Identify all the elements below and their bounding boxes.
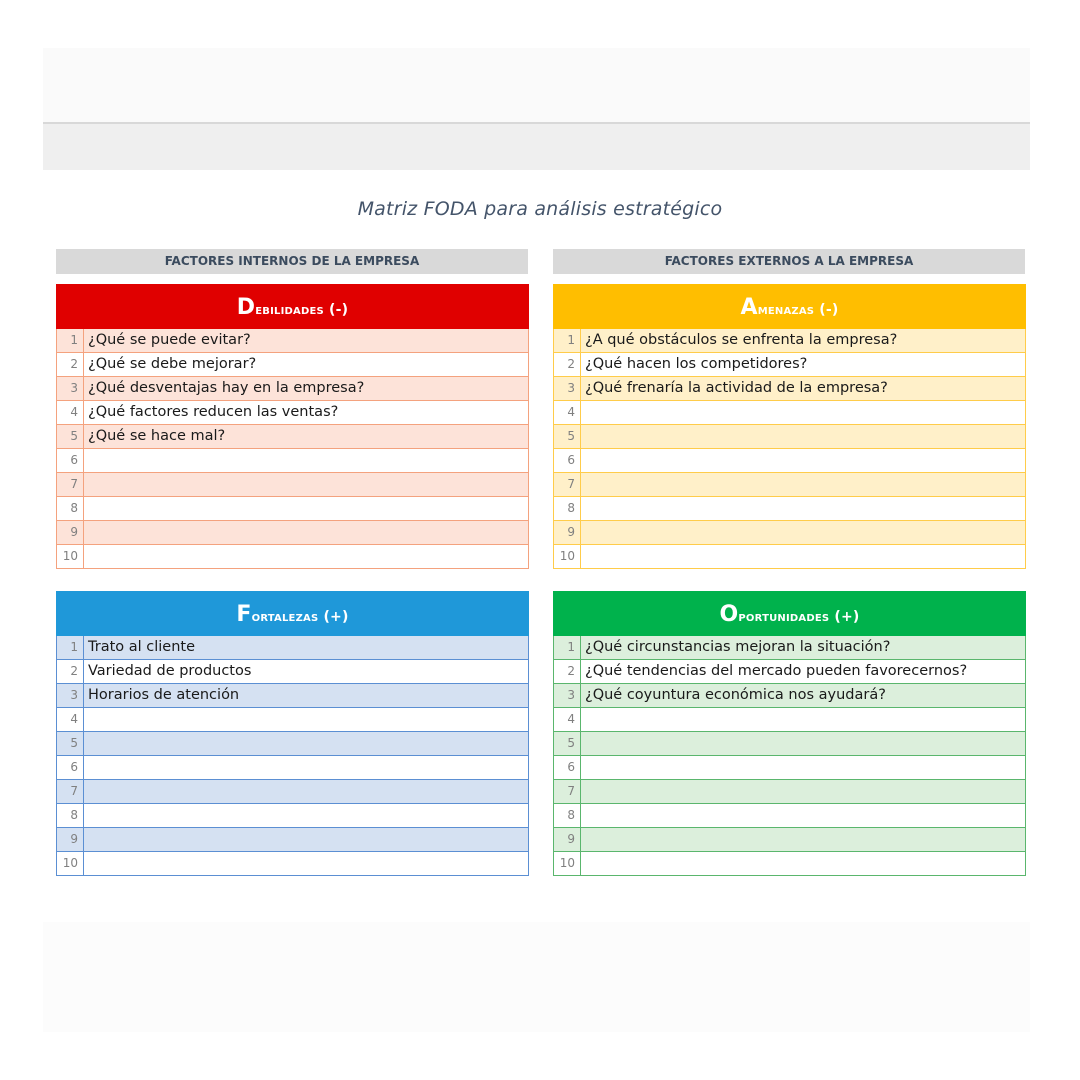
row-cell[interactable] (84, 708, 528, 731)
row-number: 2 (554, 353, 581, 376)
row-number: 3 (57, 684, 84, 707)
debilidades-row (57, 521, 528, 545)
oportunidades-initial: O (719, 602, 739, 627)
row-number: 2 (57, 353, 84, 376)
row-number: 7 (554, 473, 581, 496)
oportunidades-row (554, 804, 1025, 828)
row-number: 5 (57, 732, 84, 755)
fortalezas-sign: (+) (323, 609, 349, 625)
row-cell[interactable] (581, 708, 1025, 731)
row-number: 6 (554, 449, 581, 472)
row-number: 6 (554, 756, 581, 779)
row-number: 3 (57, 377, 84, 400)
row-cell[interactable]: ¿Qué tendencias del mercado pueden favorecernos? (585, 663, 968, 679)
row-cell[interactable] (84, 732, 528, 755)
row-cell[interactable]: ¿Qué factores reducen las ventas? (88, 404, 339, 420)
row-number: 2 (554, 660, 581, 683)
fortalezas-row (57, 732, 528, 756)
row-cell[interactable]: ¿Qué frenaría la actividad de la empresa? (585, 380, 888, 396)
header-band (43, 122, 1030, 170)
row-number: 1 (57, 636, 84, 659)
debilidades-row (57, 329, 528, 353)
row-number: 8 (57, 497, 84, 520)
row-number: 4 (554, 401, 581, 424)
oportunidades-title-rest: portunidades (738, 609, 830, 625)
oportunidades-row (554, 636, 1025, 660)
oportunidades-row (554, 852, 1025, 875)
amenazas-row (554, 377, 1025, 401)
oportunidades-row (554, 780, 1025, 804)
row-number: 4 (554, 708, 581, 731)
row-cell[interactable] (581, 425, 1025, 448)
row-number: 10 (57, 545, 84, 568)
row-cell[interactable] (581, 473, 1025, 496)
debilidades-header (56, 284, 529, 329)
row-number: 6 (57, 756, 84, 779)
row-cell[interactable]: Horarios de atención (88, 687, 240, 703)
row-number: 1 (554, 636, 581, 659)
row-cell[interactable] (84, 449, 528, 472)
fortalezas-row (57, 660, 528, 684)
amenazas-title-rest: menazas (757, 302, 815, 318)
fortalezas-row (57, 756, 528, 780)
oportunidades-row (554, 828, 1025, 852)
debilidades-sign: (-) (328, 302, 349, 318)
row-cell[interactable]: Variedad de productos (88, 663, 252, 679)
row-number: 4 (57, 708, 84, 731)
row-cell[interactable] (84, 780, 528, 803)
amenazas-row (554, 425, 1025, 449)
row-cell[interactable] (581, 828, 1025, 851)
row-cell[interactable] (581, 780, 1025, 803)
fortalezas-title-rest: ortalezas (251, 609, 319, 625)
row-number: 9 (554, 828, 581, 851)
row-number: 5 (57, 425, 84, 448)
row-number: 3 (554, 377, 581, 400)
fortalezas-row (57, 684, 528, 708)
amenazas-row (554, 353, 1025, 377)
fortalezas-initial: F (236, 602, 252, 627)
amenazas-row (554, 449, 1025, 473)
row-cell[interactable]: ¿Qué hacen los competidores? (585, 356, 808, 372)
row-number: 10 (554, 852, 581, 875)
oportunidades-header (553, 591, 1026, 636)
bottom-band (43, 922, 1030, 1032)
row-cell[interactable]: ¿Qué coyuntura económica nos ayudará? (585, 687, 886, 703)
row-number: 5 (554, 732, 581, 755)
row-cell[interactable] (581, 521, 1025, 544)
row-number: 3 (554, 684, 581, 707)
row-cell[interactable] (581, 401, 1025, 424)
amenazas-row (554, 497, 1025, 521)
debilidades-title-rest: ebilidades (255, 302, 324, 318)
fortalezas-row (57, 636, 528, 660)
oportunidades-row (554, 708, 1025, 732)
row-number: 8 (554, 497, 581, 520)
row-cell[interactable] (581, 852, 1025, 875)
amenazas-row (554, 329, 1025, 353)
debilidades-row (57, 473, 528, 497)
row-number: 9 (57, 828, 84, 851)
row-cell[interactable]: ¿A qué obstáculos se enfrenta la empresa? (585, 332, 898, 348)
row-cell[interactable] (581, 497, 1025, 520)
fortalezas-row (57, 804, 528, 828)
row-cell[interactable] (84, 545, 528, 568)
debilidades-row (57, 545, 528, 568)
amenazas-row (554, 473, 1025, 497)
fortalezas-row (57, 828, 528, 852)
row-cell[interactable]: Trato al cliente (88, 639, 196, 655)
debilidades-row (57, 425, 528, 449)
row-number: 2 (57, 660, 84, 683)
oportunidades-rows (553, 636, 1026, 876)
row-cell[interactable] (84, 828, 528, 851)
row-number: 5 (554, 425, 581, 448)
amenazas-row (554, 545, 1025, 568)
row-number: 1 (57, 329, 84, 352)
row-number: 7 (57, 473, 84, 496)
amenazas-header (553, 284, 1026, 329)
row-cell[interactable] (84, 804, 528, 827)
row-cell[interactable] (84, 473, 528, 496)
row-number: 10 (554, 545, 581, 568)
row-number: 9 (57, 521, 84, 544)
fortalezas-row (57, 708, 528, 732)
row-cell[interactable] (581, 756, 1025, 779)
row-number: 8 (57, 804, 84, 827)
fortalezas-rows (56, 636, 529, 876)
debilidades-row (57, 377, 528, 401)
debilidades-quadrant (56, 284, 529, 569)
top-band (43, 48, 1030, 122)
amenazas-sign: (-) (819, 302, 839, 318)
amenazas-row (554, 401, 1025, 425)
internal-factors-label: FACTORES INTERNOS DE LA EMPRESA (56, 249, 528, 274)
fortalezas-row (57, 780, 528, 804)
amenazas-initial: A (740, 295, 758, 320)
row-cell[interactable] (84, 521, 528, 544)
oportunidades-row (554, 660, 1025, 684)
row-cell[interactable] (84, 497, 528, 520)
fortalezas-quadrant (56, 591, 529, 876)
row-cell[interactable] (581, 449, 1025, 472)
row-cell[interactable] (84, 756, 528, 779)
debilidades-row (57, 449, 528, 473)
row-cell[interactable]: ¿Qué desventajas hay en la empresa? (88, 380, 365, 396)
row-cell[interactable]: ¿Qué se puede evitar? (88, 332, 251, 348)
row-number: 10 (57, 852, 84, 875)
row-cell[interactable]: ¿Qué circunstancias mejoran la situación? (585, 639, 891, 655)
external-factors-label: FACTORES EXTERNOS A LA EMPRESA (553, 249, 1025, 274)
row-cell[interactable]: ¿Qué se hace mal? (88, 428, 226, 444)
debilidades-initial: D (236, 295, 256, 320)
fortalezas-header (56, 591, 529, 636)
amenazas-row (554, 521, 1025, 545)
row-number: 7 (57, 780, 84, 803)
row-cell[interactable] (581, 545, 1025, 568)
amenazas-rows (553, 329, 1026, 569)
debilidades-row (57, 497, 528, 521)
oportunidades-row (554, 732, 1025, 756)
amenazas-quadrant (553, 284, 1026, 569)
row-number: 6 (57, 449, 84, 472)
oportunidades-quadrant (553, 591, 1026, 876)
row-number: 9 (554, 521, 581, 544)
row-cell[interactable] (581, 732, 1025, 755)
oportunidades-row (554, 684, 1025, 708)
oportunidades-row (554, 756, 1025, 780)
debilidades-rows (56, 329, 529, 569)
debilidades-row (57, 353, 528, 377)
oportunidades-sign: (+) (834, 609, 860, 625)
fortalezas-row (57, 852, 528, 875)
row-number: 7 (554, 780, 581, 803)
row-cell[interactable] (84, 852, 528, 875)
debilidades-row (57, 401, 528, 425)
page-title: Matriz FODA para análisis estratégico (357, 198, 723, 220)
row-number: 8 (554, 804, 581, 827)
row-cell[interactable]: ¿Qué se debe mejorar? (88, 356, 257, 372)
row-number: 4 (57, 401, 84, 424)
row-cell[interactable] (581, 804, 1025, 827)
row-number: 1 (554, 329, 581, 352)
